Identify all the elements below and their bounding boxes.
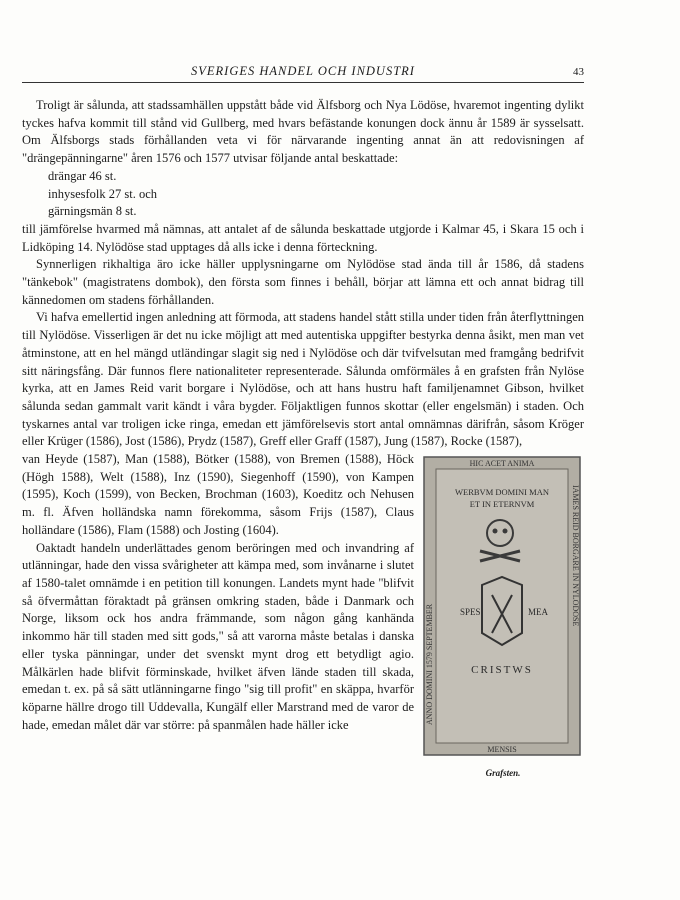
svg-text:ANNO DOMINI 1579 SEPTEMBER: ANNO DOMINI 1579 SEPTEMBER [425, 603, 434, 726]
svg-text:SPES: SPES [460, 607, 481, 618]
svg-text:CRISTWS: CRISTWS [471, 664, 533, 677]
running-title: SVERIGES HANDEL OCH INDUSTRI [191, 64, 415, 78]
page-header [22, 64, 584, 83]
svg-text:ET IN ETERNVM: ET IN ETERNVM [469, 499, 535, 510]
svg-text:IAMES REID BORGARE IN NYLODOSE: IAMES REID BORGARE IN NYLODOSE [571, 485, 580, 627]
taxed-list [22, 168, 584, 221]
paragraph-3-continued: van Heyde (1587), Man (1588), Bötker (1588), von Bremen (1588), Höck (Högh 1588), Welt (1588), Inz (1590), Siegenhoff (1590), von Kampen (1595), Koch (1599), von Becken, Brochman (1603), Koeditz och Nehusen m. fl. Äfven holländska namn förekomma, såsom Frijs (1587), Claus holländare (1586), Flam (1588) och Josting (1604). [22, 452, 414, 537]
paragraph-2: Synnerligen rikhaltiga äro icke häller upplysningarne om Nylödöse stad ända till år 1586, då stadens "tänkebok" (magistratens dombok), den första som finnes i behåll, börjar att lämna ett och annat bidrag till kännedomen om stadens förhållanden. [22, 257, 584, 307]
svg-text:MENSIS: MENSIS [487, 745, 517, 755]
svg-text:MEA: MEA [528, 607, 548, 618]
gravestone-figure [422, 455, 584, 783]
paragraph-1-continued: till jämförelse hvarmed må nämnas, att antalet af de sålunda beskattade utgjorde i Kalmar 45, i Skara 15 och i Lidköping 14. Nylödöse stad upptages då alls icke i denna förteckning. [22, 221, 584, 254]
list-item: gärningsmän 8 st. [48, 204, 137, 219]
list-item: inhysesfolk 27 st. och [48, 186, 158, 201]
paragraph-4: Oaktadt handeln underlättades genom beröringen med och invandring af utlänningar, hade den vissa svårigheter att kämpa med, som invånarne i slutet af 1580-talet omnämde i en petition till konungen. Landets mynt hade "blifvit så öfvermåttan föraktadt på gränsen omkring staden, både i Danmark och Norge, liksom ock hos andra främmande, som någon gång kanhända inkommo här till staden med sitt gods," så att varorna måste betalas i danska eller tyska pänningar, under det svenskt mynt drog ett betydligt agio. Målkärlen hade blifvit förminskade, hvilket äfven lände staden till skada, emedan t. ex. på så sätt utlänningarne fingo "sig till profit" en skäppa, hvarför köparne hällre drogo till Uddevalla, Kungälf eller Marstrand med de varor de hade, emedan målet där var större: på spanmålen hade häller icke [22, 540, 414, 732]
list-item: drängar 46 st. [48, 168, 117, 183]
svg-text:HIC ACET ANIMA: HIC ACET ANIMA [469, 459, 535, 469]
page-number: 43 [573, 66, 584, 78]
figure-caption: Grafsten. [485, 768, 521, 779]
paragraph-3: Vi hafva emellertid ingen anledning att förmoda, att stadens handel stått stilla under tiden från återflyttningen till Nylödöse. Visserligen är det nu icke möjligt att med autentiska uppgifter bestyrka denna åsikt, men man vet åtminstone, att en hel mängd utländingar slagit sig ned i Nylödöse och där tvifvelsutan med framgång bedrifvit sitt näringsfång. Där funnos flere nationaliteter representerade. Sålunda omförmäles å en grafsten från Nylöse kyrka, att en James Reid varit borgare i Nylödöse, och att hans hustru haft familjenamnet Gibson, hvilket sålunda sedan gammalt varit kändt i våra bygder. Följaktligen funnos skottar (eller engelsmän) i staden. Och tyskarnes antal var troligen icke ringa, emedan ett jämförelsevis stort antal omnämnas därifrån, såsom Kröger eller Krüger (1586), Jost (1586), Prydz (1587), Greff eller Graff (1587), Jung (1587), Rocke (1587), [22, 310, 584, 449]
gravestone-image [422, 455, 582, 757]
svg-text:WERBVM DOMINI MAN: WERBVM DOMINI MAN [455, 487, 549, 498]
figure-wrap-region [22, 451, 584, 779]
paragraph-1: Troligt är sålunda, att stadssamhällen uppstått både vid Älfsborg och Nya Lödöse, hvaremot ingenting dylikt tyckes hafva kommit till stånd vid Gullberg, med hvars befästande konungen dock ännu år 1589 är sysselsatt. Om Älfsborgs stads förhållanden veta vi för närvarande ingenting annat än att redovisningen af "drängepänningarne" åren 1576 och 1577 utvisar följande antal beskattade: [22, 98, 584, 166]
body-text [22, 97, 584, 783]
